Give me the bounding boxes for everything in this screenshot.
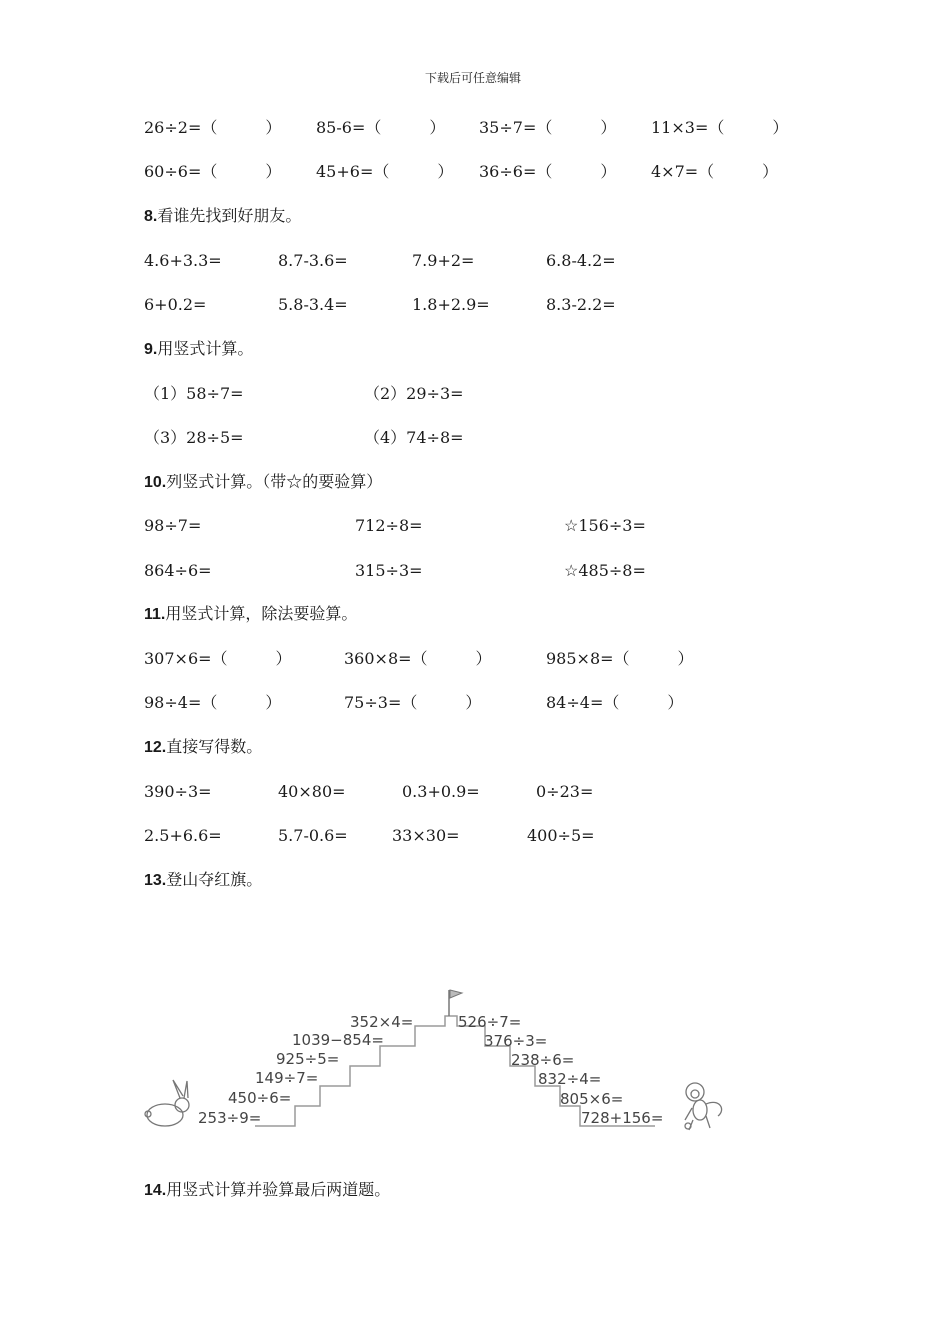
section-title-10: 10.列竖式计算。（带☆的要验算） [144, 472, 383, 491]
problem: 84÷4=（ ） [546, 693, 684, 712]
problem: （3）28÷5= [144, 428, 244, 447]
problem: 98÷7= [144, 516, 202, 535]
problem: 98÷4=（ ） [144, 693, 282, 712]
problem: 1.8+2.9= [412, 295, 490, 314]
problem: 60÷6=（ ） [144, 162, 282, 181]
problem: 0÷23= [536, 782, 594, 801]
problem: 712÷8= [355, 516, 423, 535]
section-title-12: 12.直接写得数。 [144, 737, 263, 756]
problem: 6.8-4.2= [546, 251, 616, 270]
problem: 5.8-3.4= [278, 295, 348, 314]
section-title-9: 9.用竖式计算。 [144, 339, 254, 358]
problem: （4）74÷8= [364, 428, 464, 447]
rabbit-icon [145, 1080, 189, 1126]
problem: 7.9+2= [412, 251, 475, 270]
problem: ☆156÷3= [564, 516, 646, 535]
problem: 0.3+0.9= [402, 782, 480, 801]
step-label: 352×4= [350, 1013, 414, 1031]
problem: 33×30= [392, 826, 460, 845]
problem: 400÷5= [527, 826, 595, 845]
problem: 2.5+6.6= [144, 826, 222, 845]
monkey-icon [685, 1083, 722, 1130]
problem: 4×7=（ ） [651, 162, 779, 181]
problem: 45+6=（ ） [316, 162, 454, 181]
problem: 35÷7=（ ） [479, 118, 617, 137]
problem: 4.6+3.3= [144, 251, 222, 270]
problem: 11×3=（ ） [651, 118, 789, 137]
problem: （2）29÷3= [364, 384, 464, 403]
problem: 5.7-0.6= [278, 826, 348, 845]
problem: 390÷3= [144, 782, 212, 801]
problem: 8.7-3.6= [278, 251, 348, 270]
step-label: 149÷7= [255, 1069, 319, 1087]
section-title-8: 8.看谁先找到好朋友。 [144, 206, 302, 225]
step-label: 450÷6= [228, 1089, 292, 1107]
section-title-11: 11.用竖式计算，除法要验算。 [144, 604, 358, 623]
problem: 307×6=（ ） [144, 649, 292, 668]
problem: 36÷6=（ ） [479, 162, 617, 181]
section-title-14: 14.用竖式计算并验算最后两道题。 [144, 1180, 391, 1199]
problem: 864÷6= [144, 561, 212, 580]
section-title-13: 13.登山夺红旗。 [144, 870, 263, 889]
problem: （1）58÷7= [144, 384, 244, 403]
problem: 360×8=（ ） [344, 649, 492, 668]
step-label: 925÷5= [276, 1050, 340, 1068]
problem: 75÷3=（ ） [344, 693, 482, 712]
step-label: 238÷6= [511, 1051, 575, 1069]
problem: 26÷2=（ ） [144, 118, 282, 137]
step-label: 832÷4= [538, 1070, 602, 1088]
problem: 40×80= [278, 782, 346, 801]
step-label: 376÷3= [484, 1032, 548, 1050]
problem: ☆485÷8= [564, 561, 646, 580]
problem: 8.3-2.2= [546, 295, 616, 314]
problem: 985×8=（ ） [546, 649, 694, 668]
problem: 315÷3= [355, 561, 423, 580]
mountain-staircase-figure [140, 980, 740, 1140]
problem: 6+0.2= [144, 295, 207, 314]
problem: 85-6=（ ） [316, 118, 446, 137]
step-label: 1039−854= [292, 1031, 384, 1049]
step-label: 728+156= [581, 1109, 664, 1127]
step-label: 253÷9= [198, 1109, 262, 1127]
step-label: 526÷7= [458, 1013, 522, 1031]
step-label: 805×6= [560, 1090, 624, 1108]
page-header: 下载后可任意编辑 [425, 71, 522, 85]
